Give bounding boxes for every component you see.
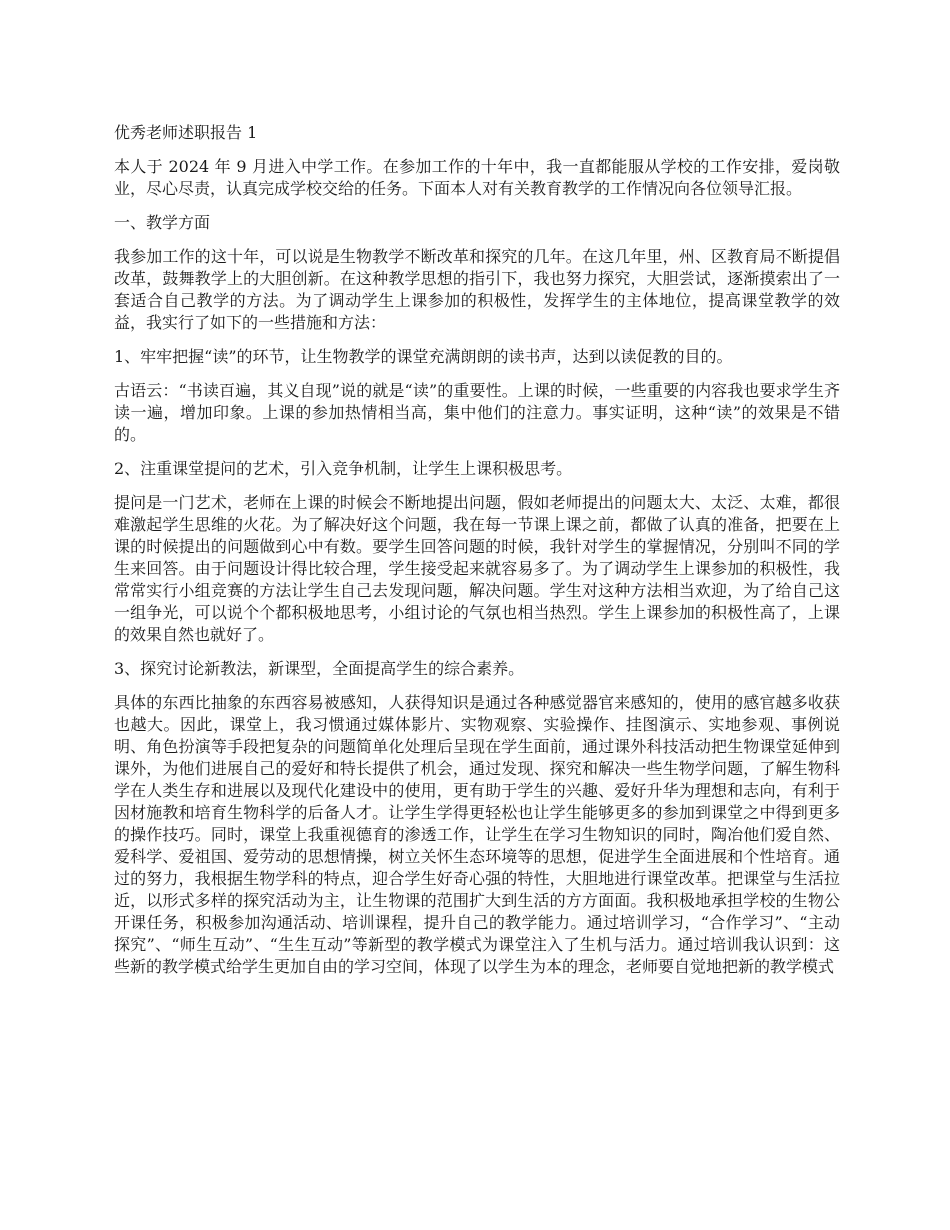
paragraph-questioning: 提问是一门艺术，老师在上课的时候会不断地提出问题，假如老师提出的问题太大、太泛、太难，都很难激起学生思维的火花。为了解决好这个问题，我在每一节课上课之前，都做了认真的准备，把要在上课的时候提出的问题做到心中有数。要学生回答问题的时候，我针对学生的掌握情况，分别叫不同的学生来回答。由于问题设计得比较合理，学生接受起来就容易多了。为了调动学生上课参加的积极性，我常常实行小组竞赛的方法让学生自己去发现问题，解决问题。学生对这种方法相当欢迎，为了给自己这一组争光，可以说个个都积极地思考，小组讨论的气氛也相当热烈。学生上课参加的积极性高了，上课的效果自然也就好了。: [114, 493, 840, 644]
paragraph-reading: 古语云：“书读百遍，其义自现”说的就是“读”的重要性。上课的时候，一些重要的内容我也要求学生齐读一遍，增加印象。上课的参加热情相当高，集中他们的注意力。事实证明，这种“读”的效果是不错的。: [114, 381, 840, 444]
point-heading-2: 2、注重课堂提问的艺术，引入竞争机制，让学生上课积极思考。: [114, 459, 573, 478]
paragraph-intro: 本人于 2024 年 9 月进入中学工作。在参加工作的十年中，我一直都能服从学校的工作安排，爱岗敬业，尽心尽责，认真完成学校交给的任务。下面本人对有关教育教学的工作情况向各位领导汇报。: [114, 157, 840, 198]
document-title: 优秀老师述职报告 1: [114, 123, 258, 142]
point-heading-1: 1、牢牢把握“读”的环节，让生物教学的课堂充满朗朗的读书声，达到以读促教的目的。: [114, 347, 733, 366]
document-page: [114, 122, 840, 990]
paragraph-teaching-overview: 我参加工作的这十年，可以说是生物教学不断改革和探究的几年。在这几年里，州、区教育局不断提倡改革，鼓舞教学上的大胆创新。在这种教学思想的指引下，我也努力探究，大胆尝试，逐渐摸索出了一套适合自己教学的方法。为了调动学生上课参加的积极性，发挥学生的主体地位，提高课堂教学的效益，我实行了如下的一些措施和方法：: [114, 247, 840, 332]
point-heading-3: 3、探究讨论新教法，新课型，全面提高学生的综合素养。: [114, 659, 525, 678]
paragraph-new-methods: 具体的东西比抽象的东西容易被感知，人获得知识是通过各种感觉器官来感知的，使用的感官越多收获也越大。因此，课堂上，我习惯通过媒体影片、实物观察、实验操作、挂图演示、实地参观、事例说明、角色扮演等手段把复杂的问题简单化处理后呈现在学生面前，通过课外科技活动把生物课堂延伸到课外，为他们进展自己的爱好和特长提供了机会，通过发现、探究和解决一些生物学问题，了解生物科学在人类生存和进展以及现代化建设中的使用，更有助于学生的兴趣、爱好升华为理想和志向，有利于因材施教和培育生物科学的后备人才。让学生学得更轻松也让学生能够更多的参加到课堂之中得到更多的操作技巧。同时，课堂上我重视德育的渗透工作，让学生在学习生物知识的同时，陶冶他们爱自然、爱科学、爱祖国、爱劳动的思想情操，树立关怀生态环境等的思想，促进学生全面进展和个性培育。通过的努力，我根据生物学科的特点，迎合学生好奇心强的特性，大胆地进行课堂改革。把课堂与生活拉近，以形式多样的探究活动为主，让生物课的范围扩大到生活的方方面面。我积极地承担学校的生物公开课任务，积极参加沟通活动、培训课程，提升自己的教学能力。通过培训学习，“合作学习”、“主动探究”、“师生互动”、“生生互动”等新型的教学模式为课堂注入了生机与活力。通过培训我认识到：这些新的教学模式给学生更加自由的学习空间，体现了以学生为本的理念，老师要自觉地把新的教学模式: [114, 693, 840, 976]
section-heading-teaching: 一、教学方面: [114, 213, 211, 232]
